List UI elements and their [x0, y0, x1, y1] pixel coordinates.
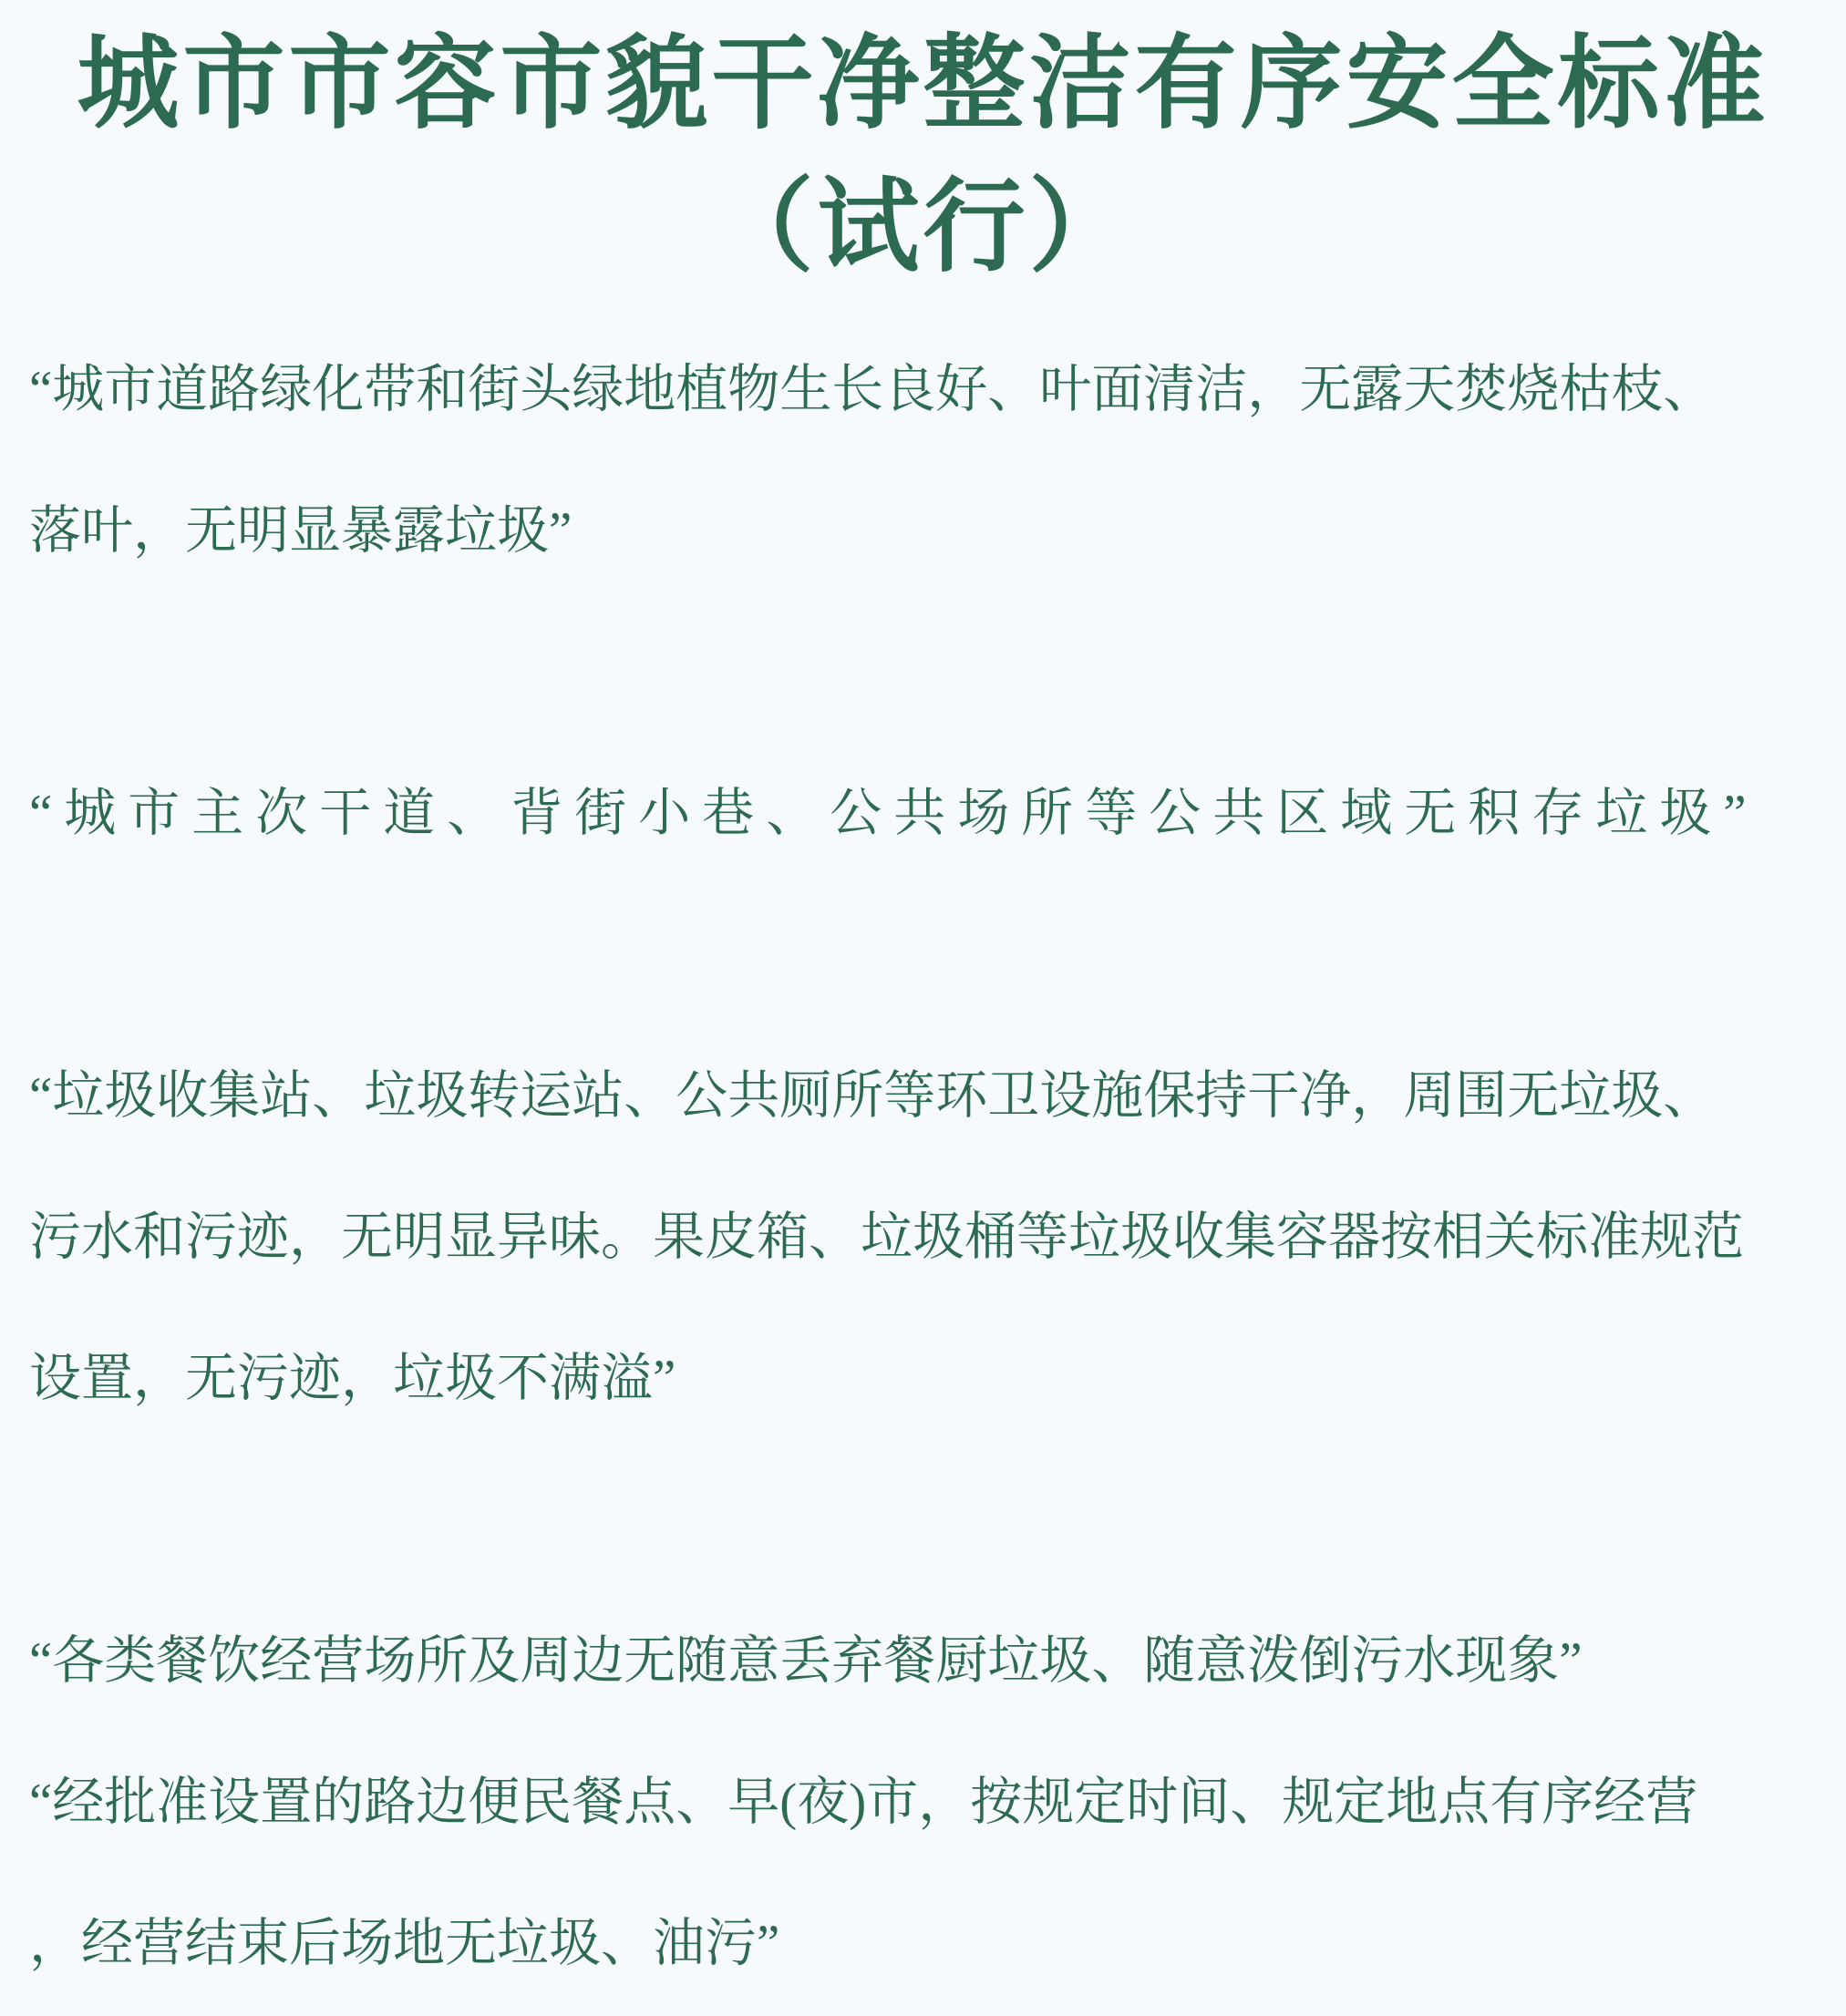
paragraph-line: “垃圾收集站、垃圾转运站、公共厕所等环卫设施保持干净，周围无垃圾、: [29, 1067, 1716, 1125]
paragraph-line: “经批准设置的路边便民餐点、早(夜)市，按规定时间、规定地点有序经营: [29, 1774, 1698, 1831]
paragraph-line: “城市道路绿化带和街头绿地植物生长良好、叶面清洁，无露天焚烧枯枝、: [29, 361, 1716, 418]
document-title-line1: 城市市容市貌干净整洁有序安全标准: [77, 26, 1769, 140]
paragraph-line: 污水和污迹，无明显异味。果皮箱、垃圾桶等垃圾收集容器按相关标准规范: [29, 1209, 1744, 1266]
paragraph-line: “城市主次干道、背街小巷、公共场所等公共区域无积存垃圾”: [29, 785, 1758, 842]
paragraph-sanitation-facility: [29, 1025, 1817, 1449]
paragraph-line: 落叶，无明显暴露垃圾”: [29, 502, 572, 560]
paragraph-line: 设置，无污迹，垃圾不满溢”: [29, 1350, 676, 1407]
paragraph-greenbelt: [29, 319, 1817, 602]
document-title-line2: （试行）: [711, 170, 1135, 283]
paragraph-catering: [29, 1590, 1817, 1732]
paragraph-line: “各类餐饮经营场所及周边无随意丢弃餐厨垃圾、随意泼倒污水现象”: [29, 1632, 1583, 1690]
paragraph-line: ，经营结束后场地无垃圾、油污”: [29, 1915, 780, 1972]
paragraph-public-area: [29, 743, 1817, 884]
document-body: [29, 319, 1817, 2014]
paragraph-street-market: [29, 1732, 1817, 2014]
document-title: [29, 12, 1817, 298]
